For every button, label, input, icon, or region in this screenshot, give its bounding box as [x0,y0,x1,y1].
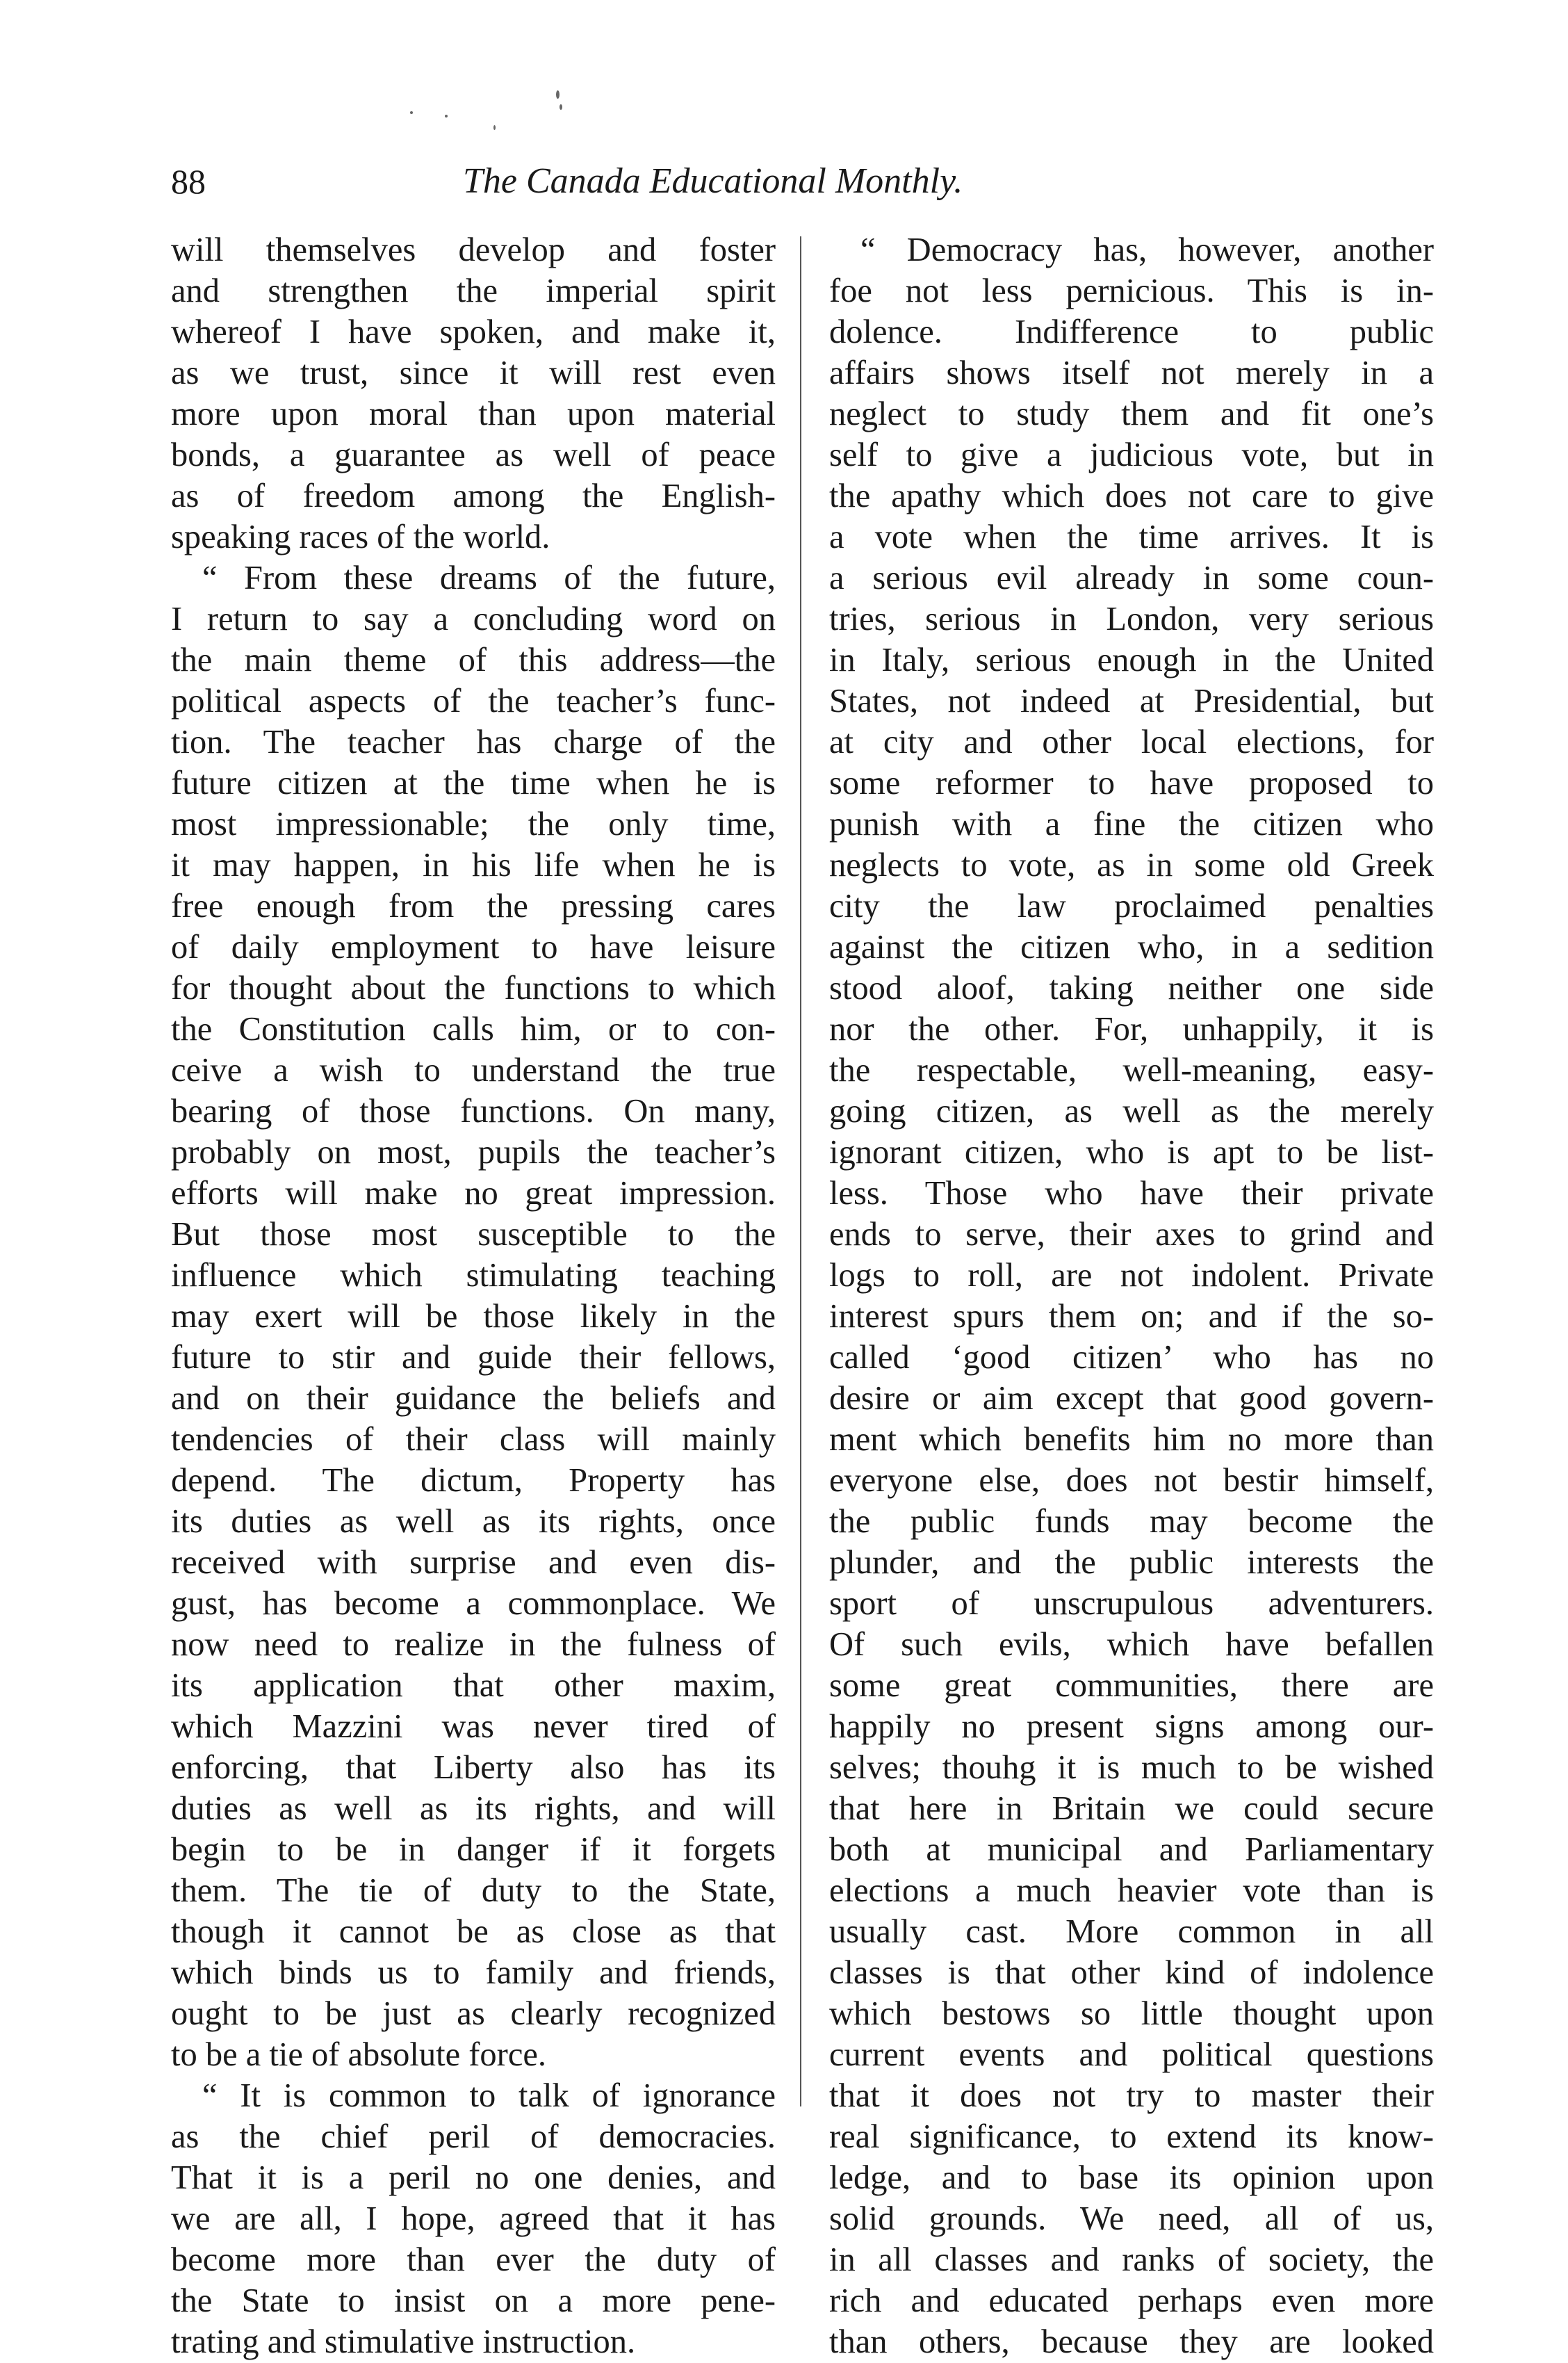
text-line: States, not indeed at Presidential, but [829,683,1434,720]
text-line: ment which benefits him no more than [829,1421,1434,1458]
text-line: the main theme of this address—the [171,642,776,679]
text-line: become more than ever the duty of [171,2241,776,2278]
text-line: called ‘good citizen’ who has no [829,1339,1434,1376]
text-line: real significance, to extend its know- [829,2118,1434,2155]
text-line: affairs shows itself not merely in a [829,355,1434,391]
text-line: will themselves develop and foster [171,232,776,268]
text-line: rich and educated perhaps even more [829,2282,1434,2319]
text-line: begin to be in danger if it forgets [171,1831,776,1868]
text-line: bearing of those functions. On many, [171,1093,776,1130]
text-line: whereof I have spoken, and make it, [171,314,776,350]
text-line: happily no present signs among our- [829,1708,1434,1745]
text-line: But those most susceptible to the [171,1216,776,1253]
text-line: future citizen at the time when he is [171,765,776,802]
text-line: tendencies of their class will mainly [171,1421,776,1458]
text-line: “ It is common to talk of ignorance [202,2077,776,2114]
text-line: selves; thouhg it is much to be wished [829,1749,1434,1786]
text-line: as the chief peril of democracies. [171,2118,776,2155]
text-line: neglect to study them and fit one’s [829,396,1434,432]
text-line: which binds us to family and friends, [171,1954,776,1991]
text-line: Of such evils, which have befallen [829,1626,1434,1663]
text-line: “ From these dreams of the future, [202,560,776,596]
text-line: now need to realize in the fulness of [171,1626,776,1663]
text-line: logs to roll, are not indolent. Private [829,1257,1434,1294]
text-line: elections a much heavier vote than is [829,1872,1434,1909]
text-line: trating and stimulative instruction. [171,2323,636,2360]
text-line: for thought about the functions to which [171,970,776,1007]
text-line: some great communities, there are [829,1667,1434,1704]
text-line: classes is that other kind of indolence [829,1954,1434,1991]
left-column [171,229,776,2362]
text-line: more upon moral than upon material [171,396,776,432]
text-line: sport of unscrupulous adventurers. [829,1585,1434,1622]
text-line: speaking races of the world. [171,519,550,555]
text-line: both at municipal and Parliamentary [829,1831,1434,1868]
text-line: future to stir and guide their fellows, [171,1339,776,1376]
text-line: efforts will make no great impression. [171,1175,776,1212]
text-line: influence which stimulating teaching [171,1257,776,1294]
text-line: in Italy, serious enough in the United [829,642,1434,679]
running-title: The Canada Educational Monthly. [463,161,963,201]
text-line: “ Democracy has, however, another [860,232,1434,268]
text-line: self to give a judicious vote, but in [829,437,1434,473]
text-line: everyone else, does not bestir himself, [829,1462,1434,1499]
text-line: ignorant citizen, who is apt to be list- [829,1134,1434,1171]
text-line: to be a tie of absolute force. [171,2036,547,2073]
text-line: the public funds may become the [829,1503,1434,1540]
text-line: current events and political questions [829,2036,1434,2073]
text-line: at city and other local elections, for [829,724,1434,761]
text-line: we are all, I hope, agreed that it has [171,2200,776,2237]
text-line: foe not less pernicious. This is in- [829,273,1434,309]
text-line: enforcing, that Liberty also has its [171,1749,776,1786]
text-line: gust, has become a commonplace. We [171,1585,776,1622]
text-line: ends to serve, their axes to grind and [829,1216,1434,1253]
text-line: against the citizen who, in a sedition [829,929,1434,966]
text-line: may exert will be those likely in the [171,1298,776,1335]
text-line: interest spurs them on; and if the so- [829,1298,1434,1335]
right-column [829,229,1434,2362]
text-line: the State to insist on a more pene- [171,2282,776,2319]
text-line: that here in Britain we could secure [829,1790,1434,1827]
text-line: them. The tie of duty to the State, [171,1872,776,1909]
text-line: neglects to vote, as in some old Greek [829,847,1434,884]
text-line: free enough from the pressing cares [171,888,776,925]
page-header [171,156,1141,206]
text-line: its duties as well as its rights, once [171,1503,776,1540]
text-line: depend. The dictum, Property has [171,1462,776,1499]
text-line: punish with a fine the citizen who [829,806,1434,843]
text-line: political aspects of the teacher’s func- [171,683,776,720]
text-line: the Constitution calls him, or to con- [171,1011,776,1048]
page-number: 88 [171,162,206,201]
text-line: as we trust, since it will rest even [171,355,776,391]
text-line: though it cannot be as close as that [171,1913,776,1950]
text-line: in all classes and ranks of society, the [829,2241,1434,2278]
text-line: a vote when the time arrives. It is [829,519,1434,555]
text-line: less. Those who have their private [829,1175,1434,1212]
text-line: going citizen, as well as the merely [829,1093,1434,1130]
text-line: some reformer to have proposed to [829,765,1434,802]
text-line: the apathy which does not care to give [829,478,1434,514]
text-line: which Mazzini was never tired of [171,1708,776,1745]
text-line: received with surprise and even dis- [171,1544,776,1581]
text-line: a serious evil already in some coun- [829,560,1434,596]
text-line: probably on most, pupils the teacher’s [171,1134,776,1171]
text-line: duties as well as its rights, and will [171,1790,776,1827]
text-line: tion. The teacher has charge of the [171,724,776,761]
text-line: of daily employment to have leisure [171,929,776,966]
text-line: its application that other maxim, [171,1667,776,1704]
text-line: That it is a peril no one denies, and [171,2159,776,2196]
text-line: that it does not try to master their [829,2077,1434,2114]
text-line: ceive a wish to understand the true [171,1052,776,1089]
text-line: tries, serious in London, very serious [829,601,1434,638]
text-line: and on their guidance the beliefs and [171,1380,776,1417]
text-line: most impressionable; the only time, [171,806,776,843]
text-line: it may happen, in his life when he is [171,847,776,884]
text-line: plunder, and the public interests the [829,1544,1434,1581]
text-line: dolence. Indifference to public [829,314,1434,350]
text-line: nor the other. For, unhappily, it is [829,1011,1434,1048]
print-specks [487,76,695,146]
text-line: stood aloof, taking neither one side [829,970,1434,1007]
text-line: city the law proclaimed penalties [829,888,1434,925]
column-divider [800,236,801,2106]
text-line: the respectable, well-meaning, easy- [829,1052,1434,1089]
text-line: usually cast. More common in all [829,1913,1434,1950]
text-line: ledge, and to base its opinion upon [829,2159,1434,2196]
text-line: and strengthen the imperial spirit [171,273,776,309]
text-line: desire or aim except that good govern- [829,1380,1434,1417]
text-line: as of freedom among the English- [171,478,776,514]
text-line: I return to say a concluding word on [171,601,776,638]
text-line: ought to be just as clearly recognized [171,1995,776,2032]
text-line: which bestows so little thought upon [829,1995,1434,2032]
text-line: than others, because they are looked [829,2323,1434,2360]
text-line: solid grounds. We need, all of us, [829,2200,1434,2237]
text-line: bonds, a guarantee as well of peace [171,437,776,473]
